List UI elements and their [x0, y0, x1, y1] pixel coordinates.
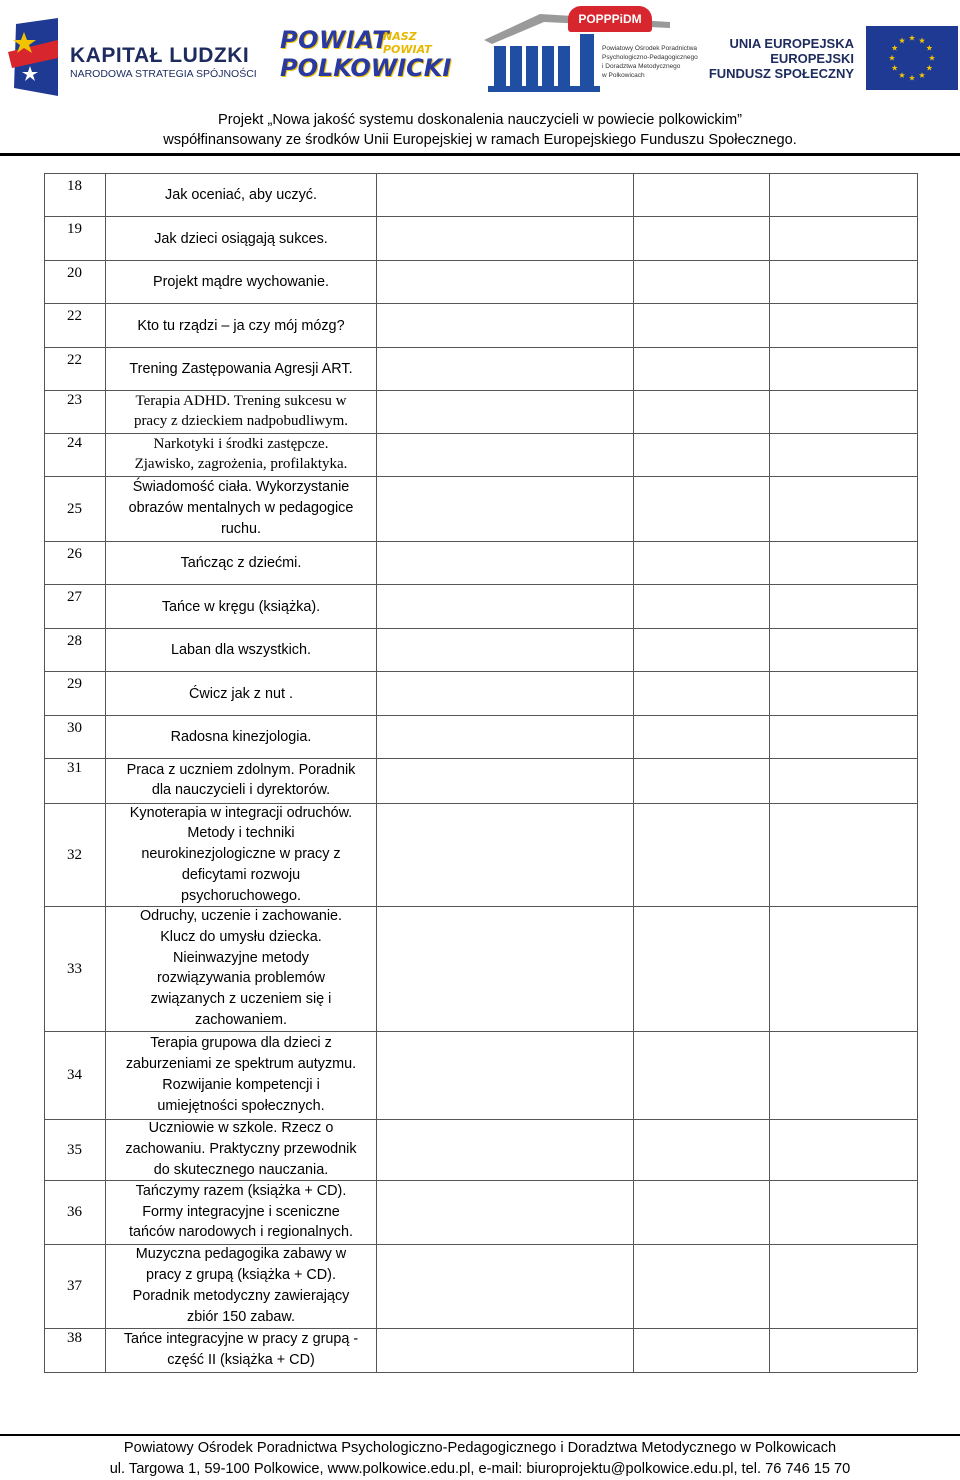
row-divider — [44, 584, 917, 585]
row-title-line: Poradnik metodyczny zawierający — [132, 1287, 350, 1304]
row-title — [106, 272, 376, 293]
eu-line1: UNIA EUROPEJSKA — [729, 36, 854, 51]
row-number: 29 — [67, 676, 82, 692]
row-divider — [44, 715, 917, 716]
row-title — [106, 640, 376, 661]
row-title-line: zachowaniem. — [195, 1012, 287, 1029]
row-title — [106, 727, 376, 748]
row-number: 38 — [67, 1330, 82, 1346]
row-title-line: Terapia grupowa dla dzieci z — [150, 1035, 332, 1052]
powiat-polkowicki-logo — [278, 26, 452, 86]
row-divider — [44, 260, 917, 261]
row-title-line: związanych z uczeniem się i — [150, 991, 332, 1008]
eu-logo — [708, 26, 958, 92]
column-divider — [769, 173, 770, 1372]
row-title-line: Radosna kinezjologia. — [170, 729, 312, 746]
row-number: 22 — [67, 352, 82, 368]
row-title-line: Ćwicz jak z nut . — [189, 685, 293, 702]
row-title-line: Zjawisko, zagrożenia, profilaktyka. — [134, 456, 348, 473]
row-number: 31 — [67, 760, 82, 776]
row-title-line: Jak oceniać, aby uczyć. — [165, 187, 317, 204]
row-number: 23 — [67, 392, 82, 408]
kapital-ludzki-title: KAPITAŁ LUDZKI — [70, 44, 250, 67]
column-divider — [376, 173, 377, 1372]
row-title-line: neurokinezjologiczne w pracy z — [141, 846, 341, 863]
row-number: 33 — [67, 960, 82, 977]
row-title — [106, 316, 376, 337]
row-divider — [44, 173, 917, 174]
row-title — [106, 1181, 376, 1243]
row-divider — [44, 303, 917, 304]
row-number: 25 — [67, 500, 82, 517]
row-number: 19 — [67, 221, 82, 237]
row-title-line: Uczniowie w szkole. Rzecz o — [148, 1120, 334, 1137]
row-title-line: zachowaniu. Praktyczny przewodnik — [125, 1141, 357, 1158]
eu-text — [709, 36, 854, 81]
row-title-line: Praca z uczniem zdolnym. Poradnik — [126, 761, 356, 778]
row-title — [106, 229, 376, 250]
row-title-line: Projekt mądre wychowanie. — [153, 274, 329, 291]
row-title-line: Klucz do umysłu dziecka. — [160, 928, 322, 945]
header-logos — [0, 0, 960, 100]
row-divider — [44, 1372, 917, 1373]
row-title-line: umiejętności społecznych. — [157, 1097, 325, 1114]
poppidm-text — [602, 44, 698, 80]
kapital-ludzki-subtitle: NARODOWA STRATEGIA SPÓJNOŚCI — [70, 68, 257, 80]
row-title-line: Tańce w kręgu (książka). — [161, 598, 321, 615]
row-title-line: pracy z dzieckiem nadpobudliwym. — [133, 413, 349, 430]
row-title — [106, 434, 376, 476]
column-divider — [633, 173, 634, 1372]
row-title-line: tańców narodowych i regionalnych. — [129, 1224, 353, 1241]
row-title-line: Muzyczna pedagogika zabawy w — [135, 1246, 347, 1263]
polkowicki-word: POLKOWICKI — [280, 54, 452, 82]
row-title-line: pracy z grupą (książka + CD). — [146, 1267, 336, 1284]
row-number: 32 — [67, 846, 82, 863]
row-title-line: Świadomość ciała. Wykorzystanie — [132, 479, 350, 496]
header-divider — [0, 153, 960, 156]
row-title-line: Nieinwazyjne metody — [173, 949, 309, 966]
row-title-line: Kto tu rządzi – ja czy mój mózg? — [137, 317, 345, 334]
footer-line-1: Powiatowy Ośrodek Poradnictwa Psychologiczno-Pedagogicznego i Doradztwa Metodycznego w Polkowicach — [123, 1440, 837, 1456]
row-number: 30 — [67, 720, 82, 736]
row-title — [106, 684, 376, 705]
poppidm-logo — [480, 4, 698, 94]
row-title-line: Rozwijanie kompetencji i — [162, 1076, 320, 1093]
row-title-line: Jak dzieci osiągają sukces. — [154, 230, 328, 247]
row-title-line: Tańcząc z dziećmi. — [180, 555, 302, 572]
row-number: 36 — [67, 1204, 82, 1220]
row-number: 24 — [67, 435, 82, 451]
row-title — [106, 1329, 376, 1371]
row-title — [106, 1244, 376, 1327]
footer — [0, 1438, 960, 1480]
row-title — [106, 391, 376, 433]
row-title — [106, 906, 376, 1031]
row-title-line: Tańczymy razem (książka + CD). — [135, 1182, 347, 1199]
row-title-line: ruchu. — [221, 520, 261, 537]
row-number: 20 — [67, 265, 82, 281]
row-number: 18 — [67, 178, 82, 194]
row-divider — [44, 541, 917, 542]
nasz-word: NASZ — [383, 30, 417, 43]
eu-line3: FUNDUSZ SPOŁECZNY — [708, 66, 854, 81]
kapital-ludzki-logo — [8, 18, 257, 96]
row-title-line: rozwiązywania problemów — [157, 970, 325, 987]
eu-line2: EUROPEJSKI — [770, 51, 854, 66]
project-description — [0, 110, 960, 150]
project-line-2: współfinansowany ze środków Unii Europejskiej w ramach Europejskiego Funduszu Społecznego. — [163, 132, 797, 148]
row-title — [106, 553, 376, 574]
row-title-line: Metody i techniki — [187, 825, 295, 842]
row-title-line: deficytami rozwoju — [181, 866, 301, 883]
footer-line-2: ul. Targowa 1, 59-100 Polkowice, www.polkowice.edu.pl, e-mail: biuroprojektu@polkowice.edu.pl, tel. 76 746 15 70 — [109, 1461, 851, 1477]
nasz-powiat-word: POWIAT — [383, 43, 432, 56]
row-title-line: Odruchy, uczenie i zachowanie. — [139, 908, 343, 925]
kapital-ludzki-mark-icon — [8, 18, 58, 96]
row-divider — [44, 347, 917, 348]
row-number: 27 — [67, 589, 82, 605]
row-number: 37 — [67, 1278, 82, 1294]
row-divider — [44, 628, 917, 629]
eu-flag-icon — [866, 26, 958, 90]
poppidm-badge: POPPPiDM — [568, 6, 652, 32]
row-title-line: zaburzeniami ze spektrum autyzmu. — [125, 1056, 357, 1073]
column-divider — [917, 173, 918, 1372]
row-title-line: Terapia ADHD. Trening sukcesu w — [135, 392, 347, 409]
row-number: 34 — [67, 1067, 82, 1083]
row-divider — [44, 216, 917, 217]
nasz-powiat-words — [383, 30, 432, 56]
row-title-line: Trening Zastępowania Agresji ART. — [129, 361, 353, 378]
poppidm-line: Powiatowy Ośrodek Poradnictwa — [602, 45, 698, 52]
row-number: 28 — [67, 633, 82, 649]
row-title — [106, 185, 376, 206]
footer-divider — [0, 1434, 960, 1436]
row-divider — [44, 671, 917, 672]
row-title — [106, 1033, 376, 1116]
row-title-line: zbiór 150 zabaw. — [187, 1308, 295, 1325]
project-line-1: Projekt „Nowa jakość systemu doskonalenia nauczycieli w powiecie polkowickim” — [218, 112, 742, 128]
poppidm-line: w Polkowicach — [602, 72, 645, 79]
poppidm-line: Psychologiczno-Pedagogicznego — [602, 54, 698, 61]
row-title — [106, 803, 376, 907]
row-number: 22 — [67, 308, 82, 324]
row-title-line: psychoruchowego. — [181, 887, 301, 904]
row-title — [106, 1118, 376, 1180]
row-title — [106, 597, 376, 618]
row-title — [106, 359, 376, 380]
row-title-line: do skutecznego nauczania. — [153, 1161, 329, 1178]
row-divider — [44, 1031, 917, 1032]
row-title-line: Tańce integracyjne w pracy z grupą - — [123, 1331, 359, 1348]
row-title — [106, 477, 376, 539]
row-title-line: część II (książka + CD) — [167, 1351, 315, 1368]
poppidm-line: i Doradztwa Metodycznego — [602, 63, 681, 70]
row-number: 35 — [67, 1141, 82, 1158]
row-title — [106, 760, 376, 802]
row-title-line: obrazów mentalnych w pedagogice — [128, 500, 354, 517]
row-title-line: Laban dla wszystkich. — [171, 642, 311, 659]
row-title-line: Kynoterapia w integracji odruchów. — [129, 804, 353, 821]
powiat-word: POWIAT — [280, 26, 390, 54]
row-title-line: Narkotyki i środki zastępcze. — [153, 435, 329, 452]
row-number: 26 — [67, 546, 82, 562]
row-title-line: Formy integracyjne i sceniczne — [142, 1203, 340, 1220]
row-title-line: dla nauczycieli i dyrektorów. — [151, 782, 331, 799]
publications-table — [44, 173, 917, 1372]
